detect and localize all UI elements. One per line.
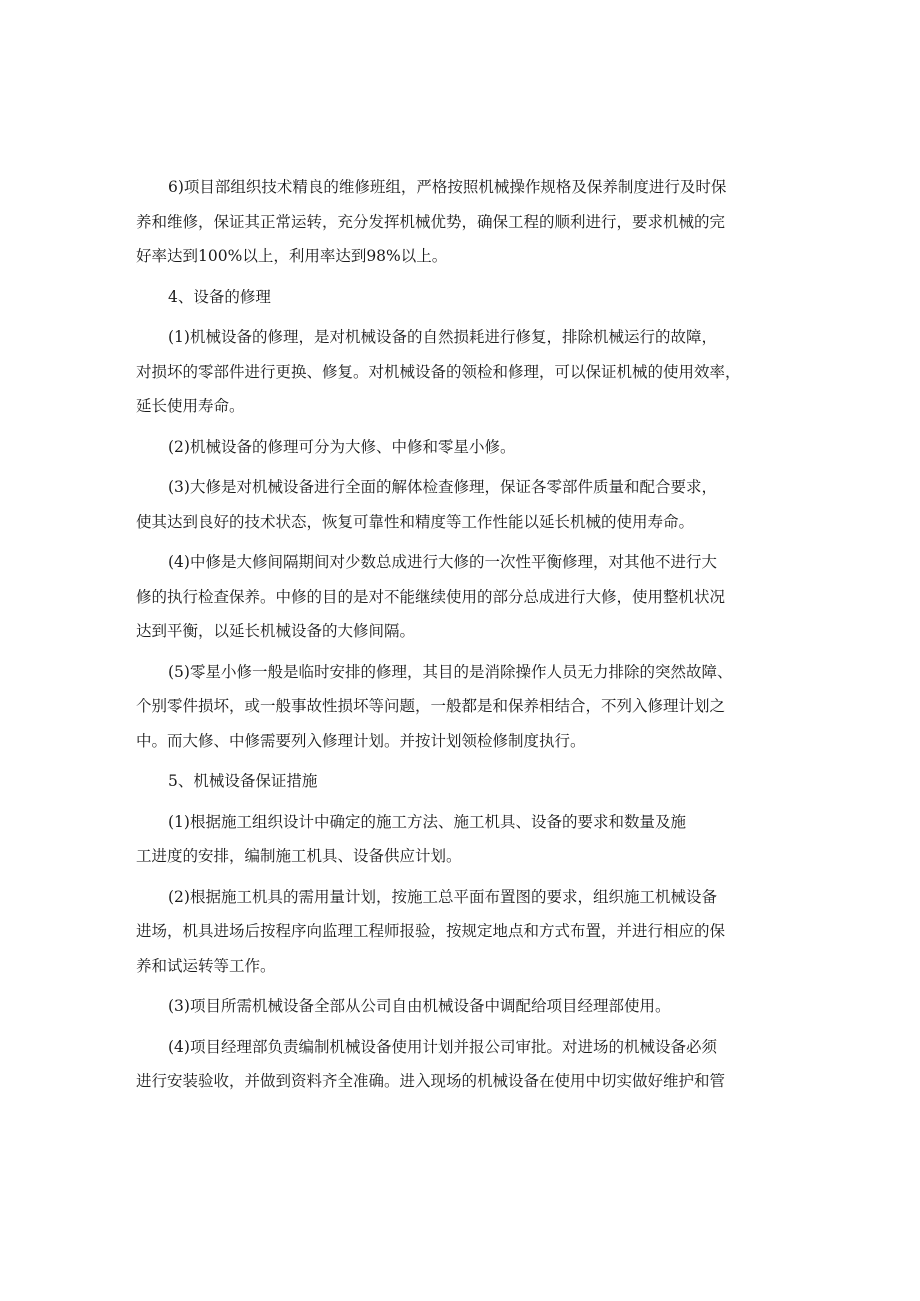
paragraph-guarantee-4: [136, 1030, 788, 1099]
paragraph-maintenance-team: [136, 170, 788, 274]
paragraph-repair-4: [136, 545, 788, 649]
text-line: (3)大修是对机械设备进行全面的解体检查修理，保证各零部件质量和配合要求，: [168, 478, 717, 496]
paragraph-guarantee-3: [136, 989, 788, 1024]
text-line: (2)根据施工机具的需用量计划，按施工总平面布置图的要求，组织施工机械设备: [168, 887, 717, 906]
heading-text: 4、设备的修理: [168, 287, 271, 306]
text-line: 进场，机具进场后按程序向监理工程师报验，按规定地点和方式布置，并进行相应的保: [136, 922, 726, 940]
text-line: 养和维修，保证其正常运转，充分发挥机械优势，确保工程的顺利进行，要求机械的完: [136, 212, 726, 231]
paragraph-repair-1: [136, 320, 788, 424]
text-line: (2)机械设备的修理可分为大修、中修和零星小修。: [168, 437, 516, 456]
text-line: 工进度的安排，编制施工机具、设备供应计划。: [136, 847, 462, 865]
paragraph-guarantee-1: [136, 805, 788, 874]
text-line: 6)项目部组织技术精良的维修班组，严格按照机械操作规格及保养制度进行及时保: [168, 178, 727, 196]
text-line: 达到平衡，以延长机械设备的大修间隔。: [136, 622, 416, 640]
text-line: (4)项目经理部负责编制机械设备使用计划并报公司审批。对进场的机械设备必须: [168, 1037, 717, 1056]
section-heading-repair: [136, 280, 788, 315]
paragraph-guarantee-2: [136, 880, 788, 984]
text-line: (5)零星小修一般是临时安排的修理，其目的是消除操作人员无力排除的突然故障、: [168, 662, 733, 681]
heading-text: 5、机械设备保证措施: [168, 772, 318, 790]
text-line: 延长使用寿命。: [136, 397, 245, 415]
section-heading-guarantee: [136, 764, 788, 799]
text-line: 中。而大修、中修需要列入修理计划。并按计划领检修制度执行。: [136, 731, 586, 750]
paragraph-repair-5: [136, 655, 788, 759]
text-line: 对损坏的零部件进行更换、修复。对机械设备的领检和修理，可以保证机械的使用效率，: [136, 362, 741, 381]
document-body: [136, 170, 788, 1105]
text-line: 修的执行检查保养。中修的目的是对不能继续使用的部分总成进行大修，使用整机状况: [136, 587, 726, 606]
text-line: 个别零件损坏，或一般事故性损坏等问题，一般都是和保养相结合，不列入修理计划之: [136, 697, 726, 715]
paragraph-repair-3: [136, 470, 788, 539]
paragraph-repair-2: [136, 430, 788, 465]
text-line: (1)机械设备的修理，是对机械设备的自然损耗进行修复，排除机械运行的故障，: [168, 328, 717, 346]
text-line: (3)项目所需机械设备全部从公司自由机械设备中调配给项目经理部使用。: [168, 997, 671, 1015]
text-line: (4)中修是大修间隔期间对少数总成进行大修的一次性平衡修理，对其他不进行大: [168, 553, 717, 571]
text-line: 使其达到良好的技术状态，恢复可靠性和精度等工作性能以延长机械的使用寿命。: [136, 512, 695, 531]
text-line: 养和试运转等工作。: [136, 956, 276, 975]
text-line: (1)根据施工组织设计中确定的施工方法、施工机具、设备的要求和数量及施: [168, 812, 686, 831]
text-line: 进行安装验收，并做到资料齐全准确。进入现场的机械设备在使用中切实做好维护和管: [136, 1072, 726, 1090]
text-line: 好率达到100%以上，利用率达到98%以上。: [136, 247, 448, 265]
